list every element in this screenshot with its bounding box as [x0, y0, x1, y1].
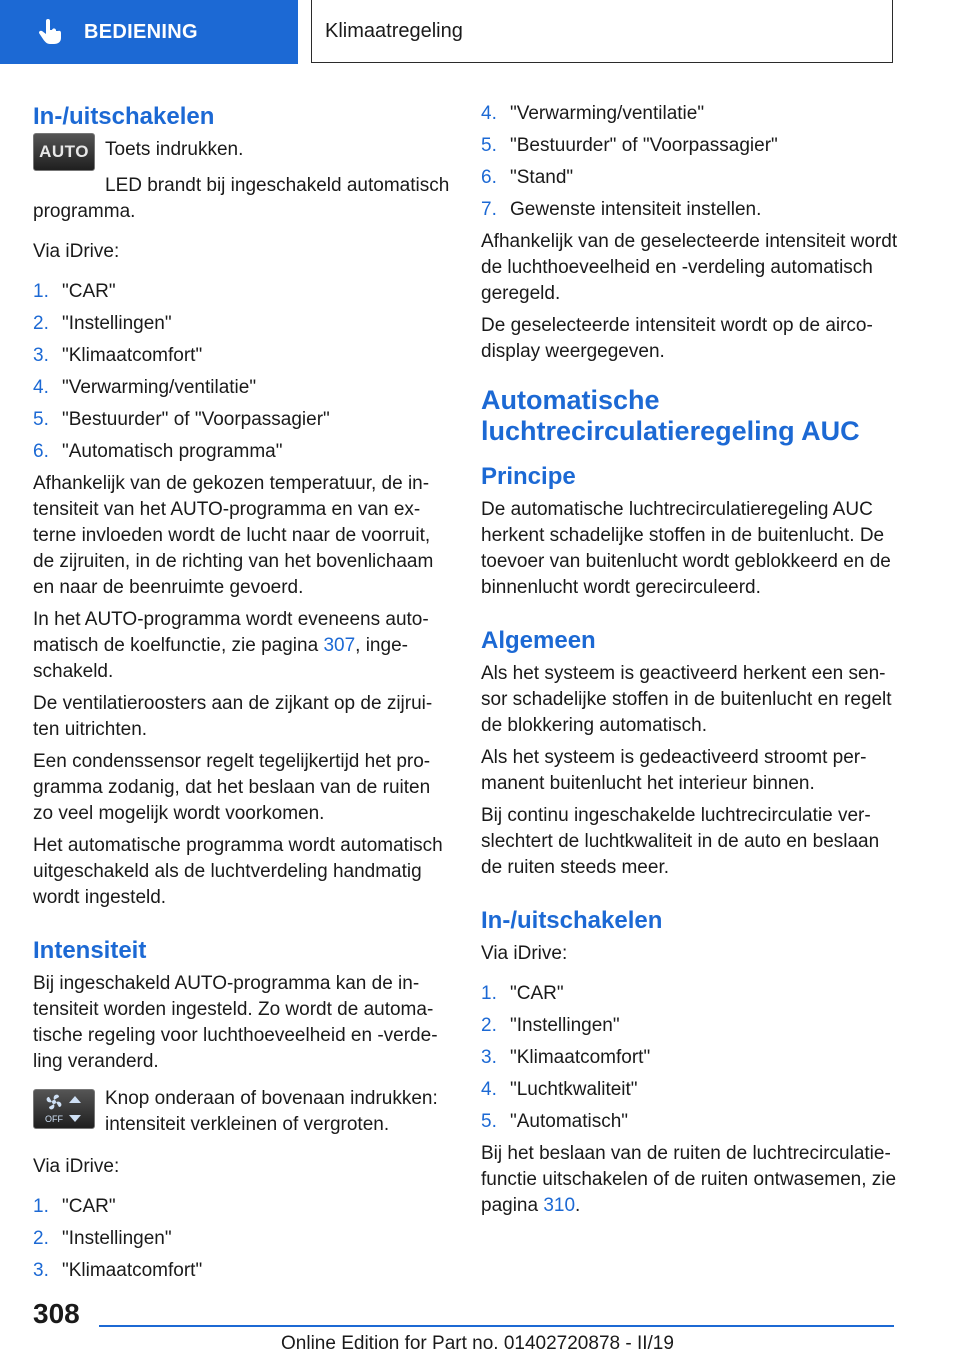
edition-note: Online Edition for Part no. 01402720878 - II/19 [281, 1333, 674, 1354]
paragraph: Als het systeem is geactiveerd herkent een sensor schadelijke stoffen in de buitenlucht en regelt de blokkering automatisch. [481, 663, 892, 736]
auto-text-1: Toets indrukken. [105, 139, 244, 160]
idrive-steps-1 [33, 279, 451, 465]
list-item: 2. "Instellingen" [481, 1015, 620, 1036]
via-idrive-1: Via iDrive: [33, 241, 120, 262]
page-link-310[interactable]: 310 [543, 1195, 576, 1216]
paragraph: De geselecteerde intensiteit wordt op de airco-display weergegeven. [481, 315, 873, 362]
left-column [33, 101, 451, 1290]
heading-onoff: In-/uitschakelen [33, 103, 215, 130]
list-item: 5. "Bestuurder" of "Voorpassagier" [33, 409, 330, 430]
heading-general: Algemeen [481, 627, 596, 654]
list-item: 3. "Klimaatcomfort" [33, 345, 203, 366]
list-item: 4. "Verwarming/ventilatie" [481, 103, 705, 124]
list-item: 3. "Klimaatcomfort" [481, 1047, 651, 1068]
paragraph: Bij ingeschakeld AUTO-programma kan de intensiteit worden ingesteld. Zo wordt de automatische regeling voor luchthoeveelheid en -verdeling veranderd. [33, 973, 438, 1072]
fan-button-row [33, 1089, 451, 1138]
idrive-steps-2-continued [481, 101, 901, 223]
paragraph: Bij het beslaan van de ruiten de luchtrecirculatiefunctie uitschakelen of de ruiten ontwasemen, zie pagina 310. [481, 1143, 897, 1216]
heading-onoff-auc: In-/uitschakelen [481, 907, 663, 934]
paragraph: In het AUTO-programma wordt eveneens automatisch de koelfunctie, zie pagina 307, ingeschakeld. [33, 609, 429, 682]
paragraph: Het automatische programma wordt automatisch uitgeschakeld als de luchtverdeling handmatig wordt ingesteld. [33, 835, 443, 908]
paragraph: Afhankelijk van de gekozen temperatuur, de intensiteit van het AUTO-programma en van externe invloeden wordt de lucht naar de voorruit, de zijruiten, in de richting van het bovenlichaam en naar de beenruimte gevoerd. [33, 473, 434, 598]
heading-intensity: Intensiteit [33, 937, 147, 964]
list-item: 1. "CAR" [33, 1196, 116, 1217]
heading-auc: Automatische luchtrecirculatieregeling AUC [481, 385, 860, 446]
hand-pointer-icon [38, 19, 64, 45]
auto-text-2: LED brandt bij ingeschakeld automatisch programma. [33, 175, 450, 222]
list-item: 4. "Verwarming/ventilatie" [33, 377, 257, 398]
auto-button-icon: AUTO [33, 133, 95, 171]
section-tab [0, 0, 298, 64]
paragraph: Afhankelijk van de geselecteerde intensiteit wordt de luchthoeveelheid en -verdeling automatisch geregeld. [481, 231, 898, 304]
paragraph: Bij continu ingeschakelde luchtrecirculatie verslechtert de luchtkwaliteit in de auto en beslaan de ruiten steeds meer. [481, 805, 880, 878]
section-label: BEDIENING [84, 20, 198, 43]
idrive-steps-2 [33, 1194, 451, 1284]
list-item: 1. "CAR" [33, 281, 116, 302]
list-item: 7. Gewenste intensiteit instellen. [481, 199, 762, 220]
fan-button-icon [33, 1089, 95, 1129]
footer-divider [99, 1325, 894, 1327]
list-item: 2. "Instellingen" [33, 313, 172, 334]
auto-button-row [33, 137, 451, 171]
list-item: 5. "Bestuurder" of "Voorpassagier" [481, 135, 778, 156]
paragraph: De automatische luchtrecirculatieregeling AUC herkent schadelijke stoffen in de buitenlucht. De toevoer van buitenlucht wordt geblokkeerd en de binnenlucht wordt gerecirculeerd. [481, 499, 891, 598]
paragraph: De ventilatieroosters aan de zijkant op de zijruiten uitrichten. [33, 693, 433, 740]
idrive-steps-3 [481, 981, 901, 1135]
list-item: 6. "Automatisch programma" [33, 441, 283, 462]
page-title: Klimaatregeling [311, 0, 893, 63]
list-item: 6. "Stand" [481, 167, 574, 188]
list-item: 3. "Klimaatcomfort" [33, 1260, 203, 1281]
list-item: 2. "Instellingen" [33, 1228, 172, 1249]
paragraph: Een condenssensor regelt tegelijkertijd het programma zodanig, dat het beslaan van de ruiten zo veel mogelijk wordt voorkomen. [33, 751, 431, 824]
fan-text: Knop onderaan of bovenaan indrukken: intensiteit verkleinen of vergroten. [105, 1088, 438, 1135]
heading-principle: Principe [481, 463, 576, 490]
list-item: 4. "Luchtkwaliteit" [481, 1079, 638, 1100]
list-item: 1. "CAR" [481, 983, 564, 1004]
svg-text:OFF: OFF [45, 1114, 63, 1124]
list-item: 5. "Automatisch" [481, 1111, 629, 1132]
via-idrive-3: Via iDrive: [481, 943, 568, 964]
via-idrive-2: Via iDrive: [33, 1156, 120, 1177]
paragraph: Als het systeem is gedeactiveerd stroomt permanent buitenlucht het interieur binnen. [481, 747, 867, 794]
page-number: 308 [33, 1298, 80, 1329]
page-link-307[interactable]: 307 [323, 635, 356, 656]
right-column [481, 101, 901, 1225]
